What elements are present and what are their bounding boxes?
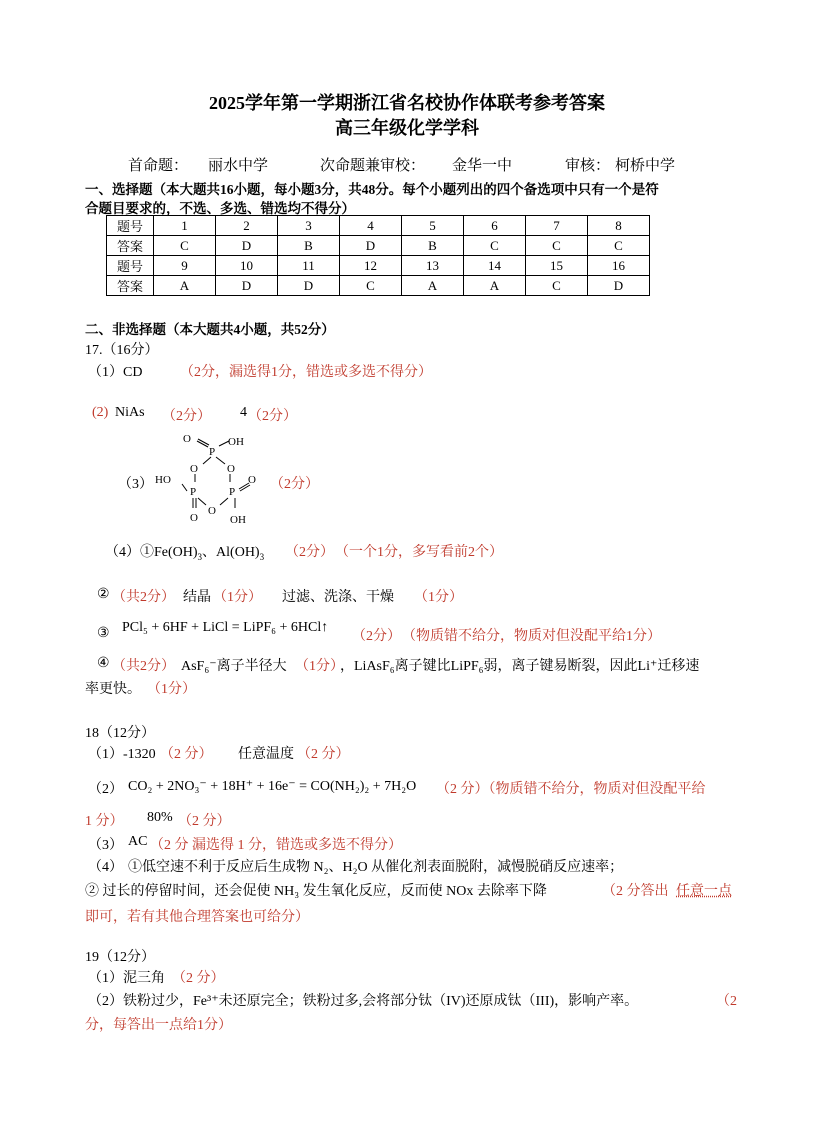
q18-p2-note-line1: （2 分）（物质错不给分，物质对但没配平给: [436, 782, 706, 797]
first-author-label: 首命题：: [128, 158, 189, 174]
q19-p2-score-b: 分，每答出一点给1分）: [85, 1018, 232, 1033]
structure-atom: P: [209, 446, 216, 458]
section1-heading-line2: 合题目要求的，不选、多选、错选均不得分）: [85, 201, 355, 216]
q19-p1-answer: （1）泥三角: [88, 971, 165, 986]
q19-p1-score: （2 分）: [172, 971, 225, 986]
q17-p4b-score2: （1分）: [414, 590, 463, 605]
table-cell: 6: [464, 216, 526, 236]
q17-p2-score2: （2分）: [248, 409, 297, 424]
table-cell: A: [464, 276, 526, 296]
table-cell: 13: [402, 256, 464, 276]
table-header-cell: 答案: [107, 276, 154, 296]
q19-p2-text: （2）铁粉过少，Fe³⁺未还原完全；铁粉过多,会将部分钛（IV)还原成钛（III)，影响产率。: [88, 994, 639, 1009]
q17-p4b-circle: ②: [97, 587, 110, 602]
q17-p4d-text2: ，LiAsF₆离子键比LiPF₆弱，离子键易断裂，因此Li⁺迁移速: [340, 659, 700, 674]
structure-atom: O: [183, 433, 191, 445]
table-cell: 2: [216, 216, 278, 236]
table-cell: 12: [340, 256, 402, 276]
table-header-cell: 题号: [107, 256, 154, 276]
section2-heading: 二、非选择题（本大题共4小题，共52分）: [85, 322, 335, 337]
structure-atom: O: [190, 463, 198, 475]
table-header-cell: 题号: [107, 216, 154, 236]
table-cell: D: [588, 276, 650, 296]
q18-p4-text2: ② 过长的停留时间，还会促使 NH₃ 发生氧化反应，反而使 NOx 去除率下降: [85, 884, 547, 899]
table-header-cell: 答案: [107, 236, 154, 256]
table-cell: D: [340, 236, 402, 256]
cyclic-metaphosphoric-acid-structure: [150, 430, 270, 530]
table-cell: C: [588, 236, 650, 256]
table-cell: C: [464, 236, 526, 256]
q17-p3-num: （3）: [118, 477, 153, 492]
q18-p3-answer: AC: [128, 834, 148, 849]
q17-p2-answer2: 4: [240, 405, 247, 420]
structure-atom: OH: [230, 514, 246, 526]
table-cell: 9: [154, 256, 216, 276]
q17-p4b-score1: （1分）: [213, 590, 262, 605]
q17-p4-answer-a: （4）①Fe(OH): [105, 545, 198, 560]
table-cell: 8: [588, 216, 650, 236]
table-cell: 7: [526, 216, 588, 236]
section1-heading-line1: 一、选择题（本大题共16小题，每小题3分，共48分。每个小题列出的四个备选项中只有一个是符: [85, 182, 659, 197]
table-cell: 5: [402, 216, 464, 236]
table-cell: D: [216, 276, 278, 296]
q17-p2-score: （2分）: [162, 409, 211, 424]
q18-p3-note: （2 分 漏选得 1 分，错选或多选不得分）: [150, 838, 402, 853]
q17-p4d-score: （共2分）: [112, 659, 175, 674]
q17-p1-answer: （1）CD: [88, 365, 143, 380]
q17-p4b-score: （共2分）: [112, 590, 175, 605]
table-cell: 15: [526, 256, 588, 276]
q19-p2-score-a: （2: [716, 994, 737, 1009]
answer-table: [106, 215, 650, 296]
table-cell: A: [154, 276, 216, 296]
q17-p4c-score: （2分）: [352, 629, 401, 644]
q18-p2-note-line2: 1 分）: [85, 814, 124, 829]
q18-p2-num: （2）: [88, 782, 123, 797]
table-row: [107, 276, 650, 296]
structure-atom: O: [190, 512, 198, 524]
table-cell: B: [278, 236, 340, 256]
q17-p4c-equation: PCl₅ + 6HF + LiCl = LiPF₆ + 6HCl↑: [122, 620, 329, 635]
q18-p4-num: （4）: [88, 860, 123, 875]
table-cell: A: [402, 276, 464, 296]
table-cell: 10: [216, 256, 278, 276]
structure-atom: HO: [155, 474, 171, 486]
page-subtitle: 高三年级化学学科: [335, 118, 479, 138]
q17-p4-line: $(4)①Fe(OH)_3$、$Al(OH)_3$: [105, 545, 265, 562]
q17-p4c-circle: ③: [97, 626, 110, 641]
table-cell: 16: [588, 256, 650, 276]
structure-atom: OH: [228, 436, 244, 448]
q18-p2-answer2: 80%: [147, 810, 173, 825]
table-cell: 1: [154, 216, 216, 236]
q17-p2-answer: NiAs: [115, 405, 145, 420]
q17-p4d-score2: （1分）: [147, 682, 196, 697]
q18-p2-score2: （2 分）: [178, 814, 231, 829]
table-cell: 4: [340, 216, 402, 236]
q18-p4-note1a: （2 分答出: [602, 884, 669, 899]
table-cell: 14: [464, 256, 526, 276]
q18-label: 18（12分）: [85, 726, 155, 741]
table-cell: D: [216, 236, 278, 256]
q18-p1-answer2: 任意温度: [238, 747, 294, 762]
table-cell: 11: [278, 256, 340, 276]
q17-p4d-text3: 率更快。: [85, 682, 141, 697]
table-row: [107, 256, 650, 276]
table-row: [107, 216, 650, 236]
q17-p2-num: (2): [92, 405, 109, 420]
table-cell: C: [154, 236, 216, 256]
q18-p4-text1: ①低空速不利于反应后生成物 N₂、H₂O 从催化剂表面脱附，减慢脱硝反应速率；: [128, 860, 624, 875]
table-row: [107, 236, 650, 256]
q18-p3-num: （3）: [88, 838, 123, 853]
q17-p4-note: （一个1分，多写看前2个）: [335, 545, 503, 560]
reviewer-school: 柯桥中学: [615, 158, 676, 174]
q17-p3-score: （2分）: [270, 477, 319, 492]
first-author-school: 丽水中学: [208, 158, 269, 174]
second-author-school: 金华一中: [452, 158, 513, 174]
q17-p4b-answer: 结晶: [183, 590, 211, 605]
table-cell: C: [340, 276, 402, 296]
structure-atom: P: [190, 486, 197, 498]
q18-p4-note2: 即可，若有其他合理答案也可给分）: [85, 910, 309, 925]
q19-label: 19（12分）: [85, 950, 155, 965]
q17-p4-answer-b: 、Al(OH): [202, 545, 260, 560]
q18-p1-answer: （1）-1320: [88, 747, 156, 762]
reviewer-label: 审核：: [565, 158, 611, 174]
structure-atom: O: [248, 474, 256, 486]
table-cell: C: [526, 236, 588, 256]
q17-p4d-score1: （1分）: [295, 659, 344, 674]
q17-p4b-answer2: 过滤、洗涤、干燥: [282, 590, 394, 605]
structure-atom: O: [227, 463, 235, 475]
q17-p4c-note: （物质错不给分，物质对但没配平给1分）: [402, 629, 661, 644]
table-cell: B: [402, 236, 464, 256]
q17-label: 17.（16分）: [85, 343, 159, 358]
structure-atom: O: [208, 505, 216, 517]
q17-p4d-text1: AsF₆⁻离子半径大: [181, 659, 287, 674]
q17-p4d-circle: ④: [97, 656, 110, 671]
q18-p1-score: （2 分）: [160, 747, 213, 762]
structure-atom: P: [229, 486, 236, 498]
table-cell: 3: [278, 216, 340, 236]
q17-p4-score: （2分）: [285, 545, 334, 560]
q18-p1-score2: （2 分）: [297, 747, 350, 762]
page-title: 2025学年第一学期浙江省名校协作体联考参考答案: [209, 93, 605, 113]
table-cell: C: [526, 276, 588, 296]
q18-p4-note1b: 任意一点: [676, 884, 732, 899]
table-cell: D: [278, 276, 340, 296]
q17-p1-note: （2分，漏选得1分，错选或多选不得分）: [180, 365, 432, 380]
q18-p2-equation: CO₂ + 2NO₃⁻ + 18H⁺ + 16e⁻ = CO(NH₂)₂ + 7H₂O: [128, 779, 417, 794]
second-author-label: 次命题兼审校：: [320, 158, 426, 174]
